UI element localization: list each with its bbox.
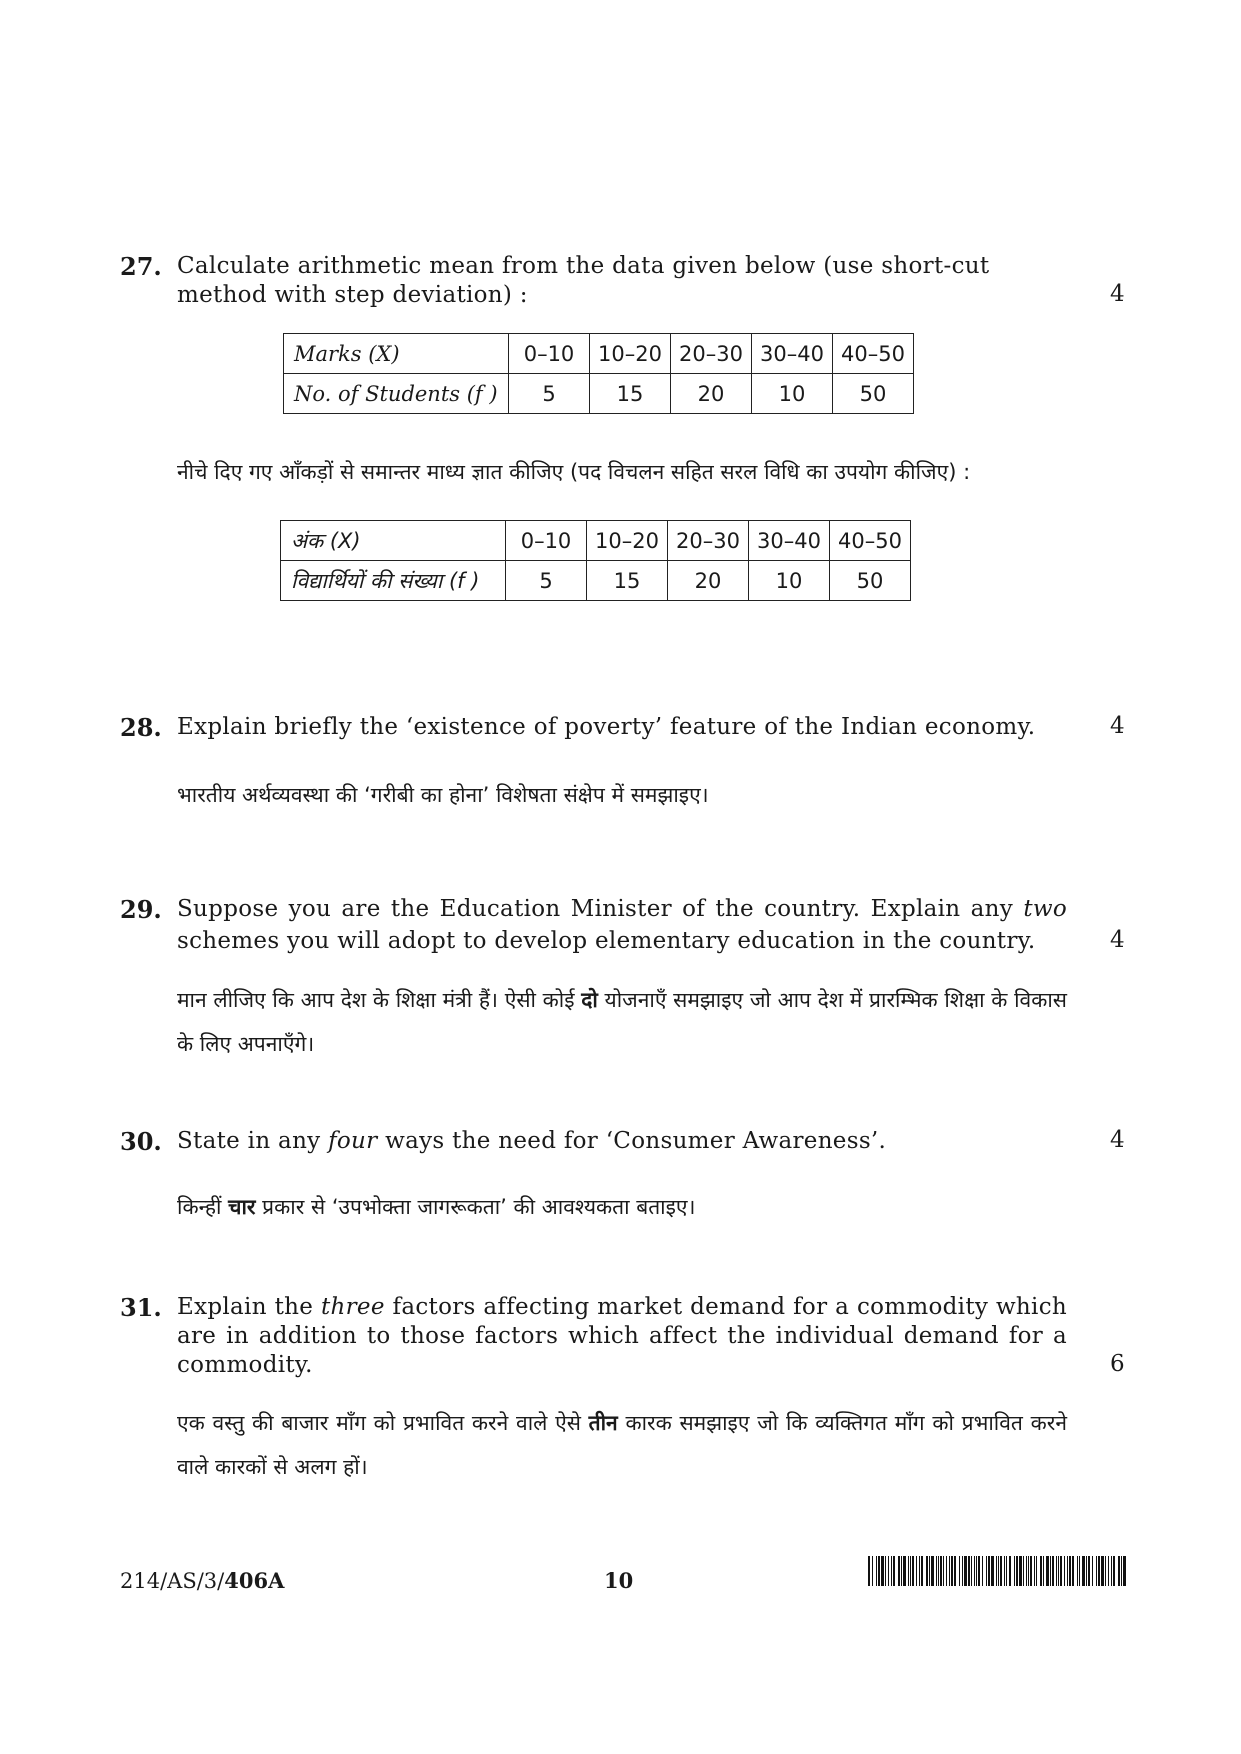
data-table-hindi: [280, 520, 911, 601]
barcode-bar: [968, 1556, 970, 1586]
barcode-bar: [1098, 1556, 1100, 1586]
table-cell: 15: [590, 374, 671, 414]
question-number: 28.: [120, 713, 162, 742]
barcode-bar: [940, 1556, 942, 1586]
table-cell: 40–50: [830, 521, 911, 561]
barcode-bar: [1028, 1556, 1029, 1586]
text-run: योजनाएँ समझाइए जो आप देश में प्रारम्भिक शिक्षा के विकास के लिए अपनाएँगे।: [177, 988, 1067, 1056]
question-english: [177, 1127, 1067, 1156]
barcode-bar: [893, 1556, 895, 1586]
table-cell: 30–40: [752, 334, 833, 374]
table-cell: 10–20: [590, 334, 671, 374]
barcode-bar: [916, 1556, 917, 1586]
barcode-bar: [1043, 1556, 1044, 1586]
text-run: ways the need for ‘Consumer Awareness’.: [377, 1128, 887, 1154]
barcode-bar: [1079, 1556, 1080, 1586]
text-run: एक वस्तु की बाजार माँग को प्रभावित करने वाले ऐसे: [177, 1411, 589, 1435]
barcode-bar: [1009, 1556, 1011, 1586]
paper-code-prefix: 214/AS/3/: [120, 1569, 225, 1593]
barcode-bar: [1082, 1556, 1085, 1586]
bold-word: चार: [228, 1195, 256, 1219]
table-row: [281, 561, 911, 601]
barcode-bar: [1004, 1556, 1005, 1586]
row-label-marks: Marks (X): [284, 334, 509, 374]
barcode-bar: [901, 1556, 902, 1586]
question-marks: 4: [1110, 1127, 1125, 1153]
table-cell: 15: [587, 561, 668, 601]
emphasis: four: [328, 1128, 378, 1154]
barcode-bar: [1101, 1556, 1104, 1586]
paper-code: [120, 1568, 284, 1593]
table-cell: 5: [506, 561, 587, 601]
barcode-bar: [1006, 1556, 1007, 1586]
barcode-bar: [1064, 1556, 1065, 1586]
question-marks: 4: [1110, 927, 1125, 953]
row-label-students: No. of Students (f ): [284, 374, 509, 414]
barcode-bar: [976, 1556, 977, 1586]
barcode-bar: [1077, 1556, 1078, 1586]
barcode-bar: [1046, 1556, 1049, 1586]
barcode-bar: [908, 1556, 909, 1586]
question-hindi: भारतीय अर्थव्यवस्था की ‘गरीबी का होना’ विशेषता संक्षेप में समझाइए।: [177, 783, 709, 807]
barcode-bar: [1067, 1556, 1068, 1586]
barcode-bar: [912, 1556, 914, 1586]
table-cell: 50: [833, 374, 914, 414]
barcode-image: [868, 1556, 1130, 1586]
barcode-bar: [971, 1556, 972, 1586]
barcode-bar: [1023, 1556, 1024, 1586]
barcode-bar: [964, 1556, 967, 1586]
table-cell: 50: [830, 561, 911, 601]
barcode-bar: [1118, 1556, 1120, 1586]
barcode-bar: [1000, 1556, 1002, 1586]
text-run: State in any: [177, 1128, 329, 1154]
barcode-bar: [954, 1556, 956, 1586]
table-row: [284, 374, 914, 414]
question-hindi: [177, 1185, 1067, 1229]
text-run: किन्हीं: [177, 1195, 229, 1219]
barcode-bar: [943, 1556, 944, 1586]
question-english-line-2: schemes you will adopt to develop elementary education in the country.: [177, 928, 1036, 954]
barcode-bar: [1026, 1556, 1027, 1586]
barcode-bar: [1108, 1556, 1109, 1586]
barcode-bar: [1014, 1556, 1015, 1586]
barcode-bar: [872, 1556, 873, 1586]
barcode-bar: [1016, 1556, 1018, 1586]
barcode-bar: [978, 1556, 980, 1586]
barcode-bar: [1030, 1556, 1032, 1586]
barcode-bar: [1069, 1556, 1071, 1586]
emphasis: three: [320, 1294, 385, 1320]
question-number: 30.: [120, 1127, 162, 1156]
barcode-bar: [885, 1556, 886, 1586]
text-run: Explain the: [177, 1294, 321, 1320]
barcode-bar: [1056, 1556, 1057, 1586]
row-label-marks-hindi: अंक (X): [281, 521, 506, 561]
barcode-bar: [881, 1556, 884, 1586]
table-cell: 5: [509, 374, 590, 414]
barcode-bar: [1111, 1556, 1112, 1586]
barcode-bar: [959, 1556, 960, 1586]
paper-code-suffix: 406A: [224, 1568, 285, 1593]
table-cell: 20: [668, 561, 749, 601]
question-number: 29.: [120, 895, 162, 924]
question-english-line-1: [177, 895, 1067, 924]
barcode-bar: [1105, 1556, 1106, 1586]
barcode-bar: [1096, 1556, 1097, 1586]
barcode-bar: [1072, 1556, 1074, 1586]
barcode-bar: [1121, 1556, 1122, 1586]
question-number: 31.: [120, 1293, 162, 1322]
barcode-bar: [1019, 1556, 1022, 1586]
barcode-bar: [988, 1556, 990, 1586]
text-run: कारक समझाइए जो कि व्यक्तिगत माँग को प्रभावित करने वाले कारकों से अलग हों।: [177, 1411, 1067, 1479]
barcode-bar: [991, 1556, 994, 1586]
barcode-bar: [1040, 1556, 1042, 1586]
bold-word: तीन: [588, 1411, 618, 1435]
table-cell: 20–30: [668, 521, 749, 561]
question-english: [177, 1293, 1067, 1380]
barcode-bar: [921, 1556, 923, 1586]
question-english-line-2: method with step deviation) :: [177, 282, 528, 308]
question-english-line-1: Calculate arithmetic mean from the data given below (use short-cut: [177, 253, 990, 279]
question-hindi: [177, 1401, 1067, 1489]
row-label-students-hindi: विद्यार्थियों की संख्या (f ): [281, 561, 506, 601]
barcode-bar: [868, 1556, 870, 1586]
barcode-bar: [888, 1556, 889, 1586]
barcode-bar: [998, 1556, 999, 1586]
data-table-english: [283, 333, 914, 414]
barcode-bar: [974, 1556, 975, 1586]
table-row: [284, 334, 914, 374]
text-run: Suppose you are the Education Minister of the country. Explain any: [177, 896, 1024, 922]
barcode-bar: [1092, 1556, 1093, 1586]
table-row: [281, 521, 911, 561]
table-cell: 0–10: [509, 334, 590, 374]
barcode-bar: [926, 1556, 928, 1586]
table-cell: 10: [752, 374, 833, 414]
question-hindi: नीचे दिए गए आँकड़ों से समान्तर माध्य ज्ञात कीजिए (पद विचलन सहित सरल विधि का उपयोग कीजिए) :: [177, 460, 971, 484]
barcode-bar: [946, 1556, 947, 1586]
barcode-bar: [1123, 1556, 1126, 1586]
barcode-bar: [996, 1556, 997, 1586]
table-cell: 40–50: [833, 334, 914, 374]
question-marks: 4: [1110, 713, 1125, 739]
barcode-bar: [1113, 1556, 1115, 1586]
barcode-bar: [931, 1556, 934, 1586]
barcode-bar: [1050, 1556, 1051, 1586]
table-cell: 20–30: [671, 334, 752, 374]
barcode-bar: [986, 1556, 987, 1586]
question-hindi: [177, 978, 1067, 1066]
barcode-bar: [936, 1556, 937, 1586]
barcode-bar: [891, 1556, 892, 1586]
barcode-bar: [1086, 1556, 1087, 1586]
barcode-bar: [1058, 1556, 1059, 1586]
barcode-bar: [1034, 1556, 1035, 1586]
table-cell: 10–20: [587, 521, 668, 561]
text-run: मान लीजिए कि आप देश के शिक्षा मंत्री हैं। ऐसी कोई: [177, 988, 582, 1012]
barcode-bar: [938, 1556, 939, 1586]
barcode-bar: [929, 1556, 930, 1586]
barcode-bar: [903, 1556, 906, 1586]
barcode-bar: [1052, 1556, 1054, 1586]
barcode-bar: [951, 1556, 953, 1586]
question-marks: 4: [1110, 281, 1125, 307]
question-number: 27.: [120, 252, 162, 281]
barcode-bar: [1036, 1556, 1037, 1586]
table-cell: 20: [671, 374, 752, 414]
table-cell: 10: [749, 561, 830, 601]
bold-word: दो: [581, 988, 598, 1012]
question-marks: 6: [1110, 1351, 1125, 1377]
table-cell: 30–40: [749, 521, 830, 561]
barcode-bar: [919, 1556, 920, 1586]
barcode-bar: [876, 1556, 877, 1586]
barcode-bar: [1088, 1556, 1090, 1586]
question-english: Explain briefly the ‘existence of poverty’ feature of the Indian economy.: [177, 714, 1036, 740]
table-cell: 0–10: [506, 521, 587, 561]
page-number: 10: [604, 1568, 634, 1593]
text-run: प्रकार से ‘उपभोक्ता जागरूकता’ की आवश्यकता बताइए।: [255, 1195, 696, 1219]
barcode-bar: [898, 1556, 900, 1586]
text-run: factors affecting market demand for a commodity which are in addition to those factors which affect the individual demand for a commodity.: [177, 1294, 1067, 1378]
barcode-bar: [1060, 1556, 1062, 1586]
barcode-bar: [910, 1556, 911, 1586]
barcode-bar: [962, 1556, 963, 1586]
emphasis: two: [1023, 896, 1067, 922]
barcode-bar: [949, 1556, 950, 1586]
barcode-bar: [878, 1556, 880, 1586]
barcode-bar: [982, 1556, 983, 1586]
